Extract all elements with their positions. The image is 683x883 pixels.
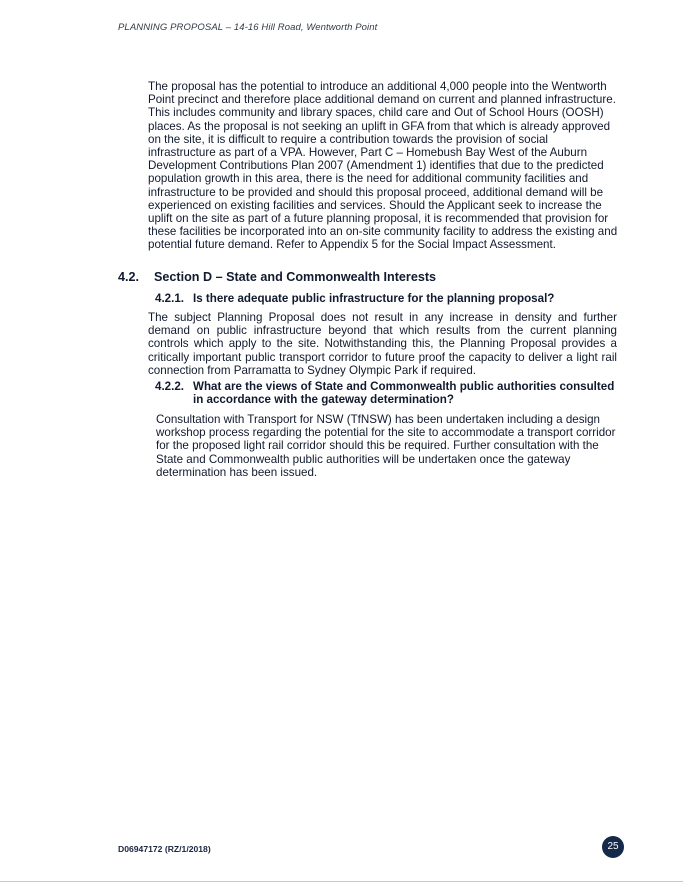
subsection-heading-4-2-1 [155, 292, 625, 305]
page-header-title: PLANNING PROPOSAL – 14-16 Hill Road, Wentworth Point [118, 22, 378, 33]
subsection-body-4-2-2: Consultation with Transport for NSW (TfNSW) has been undertaken including a design workshop process regarding the potential for the site to accommodate a transport corridor for the proposed light rail corridor should this be required. Further consultation with the State and Commonwealth public authorities will be undertaken once the gateway determination has been issued. [156, 413, 616, 479]
subsection-title: Is there adequate public infrastructure for the planning proposal? [193, 292, 555, 305]
intro-paragraph: The proposal has the potential to introduce an additional 4,000 people into the Wentworth Point precinct and therefore place additional demand on current and planned infrastructure. This includes community and library spaces, child care and Out of School Hours (OOSH) places. As the proposal is not seeking an uplift in GFA from that which is already approved on the site, it is difficult to require a contribution towards the provision of social infrastructure as part of a VPA. However, Part C – Homebush Bay West of the Auburn Development Contributions Plan 2007 (Amendment 1) identifies that due to the predicted population growth in this area, there is the need for additional community facilities and infrastructure to be provided and should this proposal proceed, additional demand will be experienced on existing facilities and services. Should the Applicant seek to increase the uplift on the site as part of a future planning proposal, it is recommended that provision for these facilities be incorporated into an on-site community facility to address the existing and potential future demand. Refer to Appendix 5 for the Social Impact Assessment. [148, 80, 618, 252]
subsection-body-4-2-1: The subject Planning Proposal does not result in any increase in density and further demand on public infrastructure beyond that which results from the current planning controls which apply to the site. Notwithstanding this, the Planning Proposal provides a critically important public transport corridor to future proof the capacity to deliver a light rail connection from Parramatta to Sydney Olympic Park if required. [148, 311, 617, 377]
subsection-number: 4.2.2. [155, 380, 185, 393]
subsection-title: What are the views of State and Commonwealth public authorities consulted in accordance with the gateway determination? [193, 380, 615, 407]
page-number-badge: 25 [602, 836, 624, 858]
subsection-number: 4.2.1. [155, 292, 185, 305]
section-title: Section D – State and Commonwealth Interests [154, 270, 437, 284]
document-code: D06947172 (RZ/1/2018) [118, 844, 211, 854]
section-heading [118, 270, 436, 284]
subsection-heading-4-2-2 [155, 380, 617, 406]
page-bottom-divider [0, 881, 683, 882]
section-number: 4.2. [118, 270, 140, 284]
